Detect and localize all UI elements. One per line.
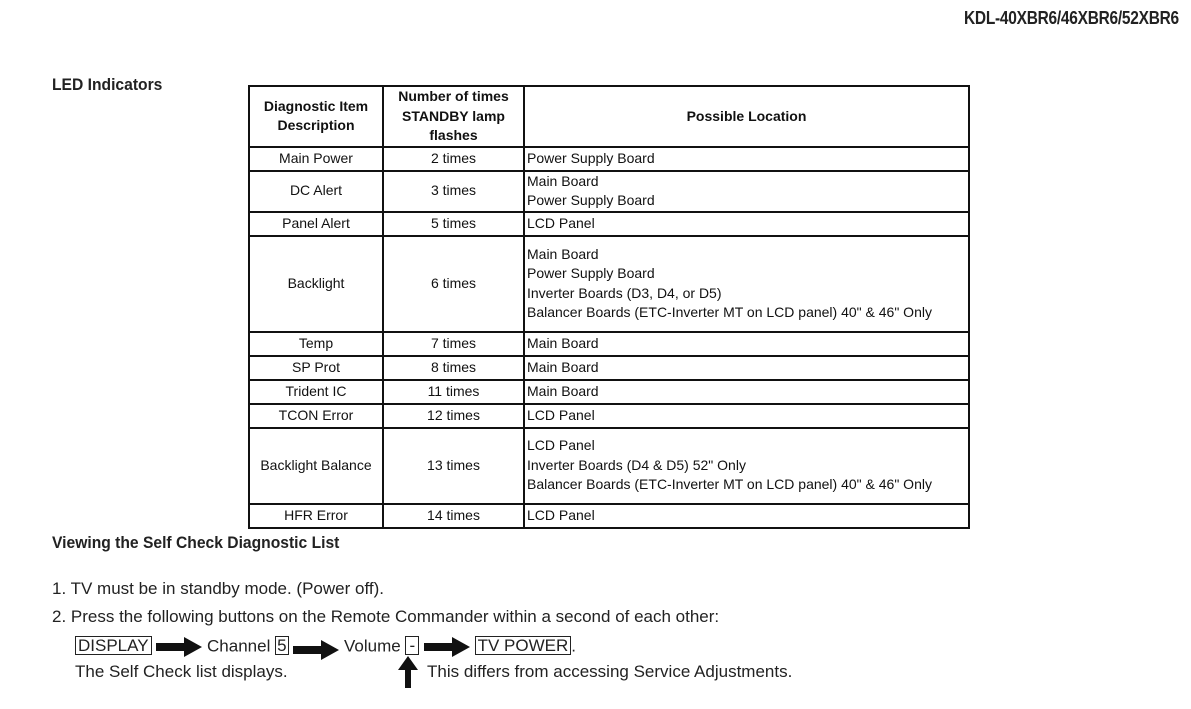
led-indicators-heading: LED Indicators	[52, 75, 163, 94]
location-line: Main Board	[527, 245, 599, 262]
warning-note: This differs from accessing Service Adjustments.	[427, 662, 793, 681]
location-line: Power Supply Board	[527, 192, 655, 208]
possible-location-cell	[524, 428, 969, 504]
led-indicator-table	[248, 85, 970, 529]
diagnostic-item-cell: DC Alert	[249, 171, 383, 212]
table-row	[249, 404, 969, 428]
result-note: The Self Check list displays.	[75, 662, 288, 681]
table-row	[249, 380, 969, 404]
possible-location-cell	[524, 356, 969, 380]
possible-location-cell	[524, 404, 969, 428]
diagnostic-item-cell: Backlight Balance	[249, 428, 383, 504]
flash-count-cell: 11 times	[383, 380, 524, 404]
diagnostic-item-cell: Panel Alert	[249, 212, 383, 236]
location-line: LCD Panel	[527, 406, 595, 423]
possible-location-cell	[524, 147, 969, 171]
tv-power-key: TV POWER	[475, 636, 572, 655]
flash-count-cell: 2 times	[383, 147, 524, 171]
header-diagnostic-item: Diagnostic Item Description	[249, 86, 383, 147]
diagnostic-item-cell: Temp	[249, 332, 383, 356]
flash-count-cell: 12 times	[383, 404, 524, 428]
header-flash-count: Number of times STANDBY lamp flashes	[383, 86, 524, 147]
flash-count-cell: 8 times	[383, 356, 524, 380]
flash-count-cell: 7 times	[383, 332, 524, 356]
sequence-end: .	[571, 636, 577, 656]
flash-count-cell: 5 times	[383, 212, 524, 236]
location-line: Balancer Boards (ETC-Inverter MT on LCD panel) 40" & 46" Only	[527, 476, 932, 493]
diagnostic-item-cell: Backlight	[249, 236, 383, 332]
model-number: KDL-40XBR6/46XBR6/52XBR6	[964, 8, 1179, 28]
possible-location-cell	[524, 171, 969, 212]
location-line: Main Board	[527, 358, 599, 375]
table-row	[249, 356, 969, 380]
volume-label: Volume	[344, 636, 401, 656]
location-line: Power Supply Board	[527, 149, 655, 166]
flash-count-cell: 6 times	[383, 236, 524, 332]
location-line: Main Board	[527, 334, 599, 351]
right-arrow-icon	[293, 640, 339, 660]
location-line: Power Supply Board	[527, 265, 655, 281]
diagnostic-item-cell: TCON Error	[249, 404, 383, 428]
location-line: LCD Panel	[527, 214, 595, 231]
location-line: Inverter Boards (D4 & D5) 52" Only	[527, 456, 746, 473]
flash-count-cell: 13 times	[383, 428, 524, 504]
table-row	[249, 236, 969, 332]
diagnostic-item-cell: Trident IC	[249, 380, 383, 404]
table-row	[249, 147, 969, 171]
right-arrow-icon	[156, 637, 202, 657]
possible-location-cell	[524, 504, 969, 528]
table-row	[249, 212, 969, 236]
display-key: DISPLAY	[75, 636, 152, 655]
flash-count-cell: 14 times	[383, 504, 524, 528]
header-possible-location: Possible Location	[524, 86, 969, 147]
volume-minus-key: -	[405, 636, 419, 655]
table-body	[249, 147, 969, 528]
possible-location-cell	[524, 212, 969, 236]
table-row	[249, 428, 969, 504]
step-1: 1. TV must be in standby mode. (Power off).	[52, 579, 384, 598]
location-line: Balancer Boards (ETC-Inverter MT on LCD panel) 40" & 46" Only	[527, 304, 932, 320]
up-arrow-icon	[398, 656, 418, 688]
table-row	[249, 332, 969, 356]
location-line: Inverter Boards (D3, D4, or D5)	[527, 284, 722, 301]
diagnostic-item-cell: Main Power	[249, 147, 383, 171]
location-line: Main Board	[527, 172, 599, 189]
right-arrow-icon	[424, 637, 470, 657]
diagnostic-item-cell: SP Prot	[249, 356, 383, 380]
channel-5-key: 5	[277, 636, 287, 656]
table-header-row	[249, 86, 969, 147]
location-line: LCD Panel	[527, 506, 595, 523]
location-line: LCD Panel	[527, 437, 595, 454]
button-sequence	[75, 634, 576, 660]
possible-location-cell	[524, 380, 969, 404]
channel-label: Channel	[207, 636, 271, 656]
diagnostic-item-cell: HFR Error	[249, 504, 383, 528]
step-2: 2. Press the following buttons on the Remote Commander within a second of each other:	[52, 607, 720, 626]
self-check-heading: Viewing the Self Check Diagnostic List	[52, 533, 340, 552]
location-line: Main Board	[527, 382, 599, 399]
possible-location-cell	[524, 236, 969, 332]
possible-location-cell	[524, 332, 969, 356]
table-row	[249, 504, 969, 528]
table-row	[249, 171, 969, 212]
flash-count-cell: 3 times	[383, 171, 524, 212]
